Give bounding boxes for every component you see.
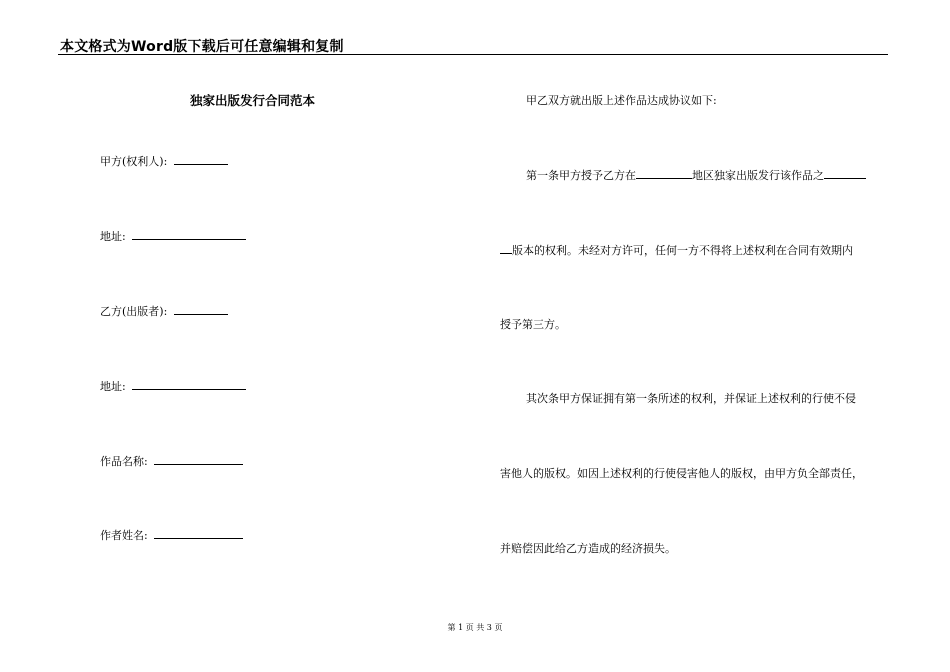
work-title-blank <box>154 454 243 465</box>
edition-blank-a <box>824 168 866 179</box>
work-title-label: 作品名称: <box>100 455 148 468</box>
article-1-line-3: 授予第三方。 <box>500 318 566 331</box>
author-name-field <box>100 528 243 543</box>
article-2-line-2: 害他人的版权。如因上述权利的行使侵害他人的版权，由甲方负全部责任， <box>500 467 863 480</box>
address-a-label: 地址: <box>100 230 126 243</box>
party-a-blank <box>174 154 228 165</box>
document-title: 独家出版发行合同范本 <box>190 93 316 108</box>
article-2-line-1: 其次条甲方保证拥有第一条所述的权利，并保证上述权利的行使不侵 <box>526 392 856 405</box>
party-b-blank <box>174 304 228 315</box>
region-blank <box>636 168 692 179</box>
article-1-line-2 <box>500 243 853 258</box>
author-name-label: 作者姓名: <box>100 529 148 542</box>
party-b-field <box>100 304 228 319</box>
page-header <box>58 34 888 55</box>
address-a-field <box>100 229 246 244</box>
article-1-text-c: 版本的权利。未经对方许可，任何一方不得将上述权利在合同有效期内 <box>512 244 853 257</box>
address-b-label: 地址: <box>100 380 126 393</box>
address-b-blank <box>132 379 246 390</box>
article-2-line-3: 并赔偿因此给乙方造成的经济损失。 <box>500 542 676 555</box>
party-a-label: 甲方(权利人): <box>100 155 168 168</box>
edition-blank-b <box>500 243 512 254</box>
article-1-text-b: 地区独家出版发行该作品之 <box>692 169 824 182</box>
work-title-field <box>100 454 243 469</box>
article-1-text-a: 第一条甲方授予乙方在 <box>526 169 636 182</box>
address-b-field <box>100 379 246 394</box>
party-b-label: 乙方(出版者): <box>100 305 168 318</box>
page-number: 第 1 页 共 3 页 <box>447 623 503 632</box>
author-name-blank <box>154 528 243 539</box>
header-title: 本文格式为Word版下载后可任意编辑和复制 <box>60 39 344 55</box>
address-a-blank <box>132 229 246 240</box>
article-1-line-1 <box>526 168 866 183</box>
party-a-field <box>100 154 228 169</box>
intro-line: 甲乙双方就出版上述作品达成协议如下: <box>526 94 717 107</box>
